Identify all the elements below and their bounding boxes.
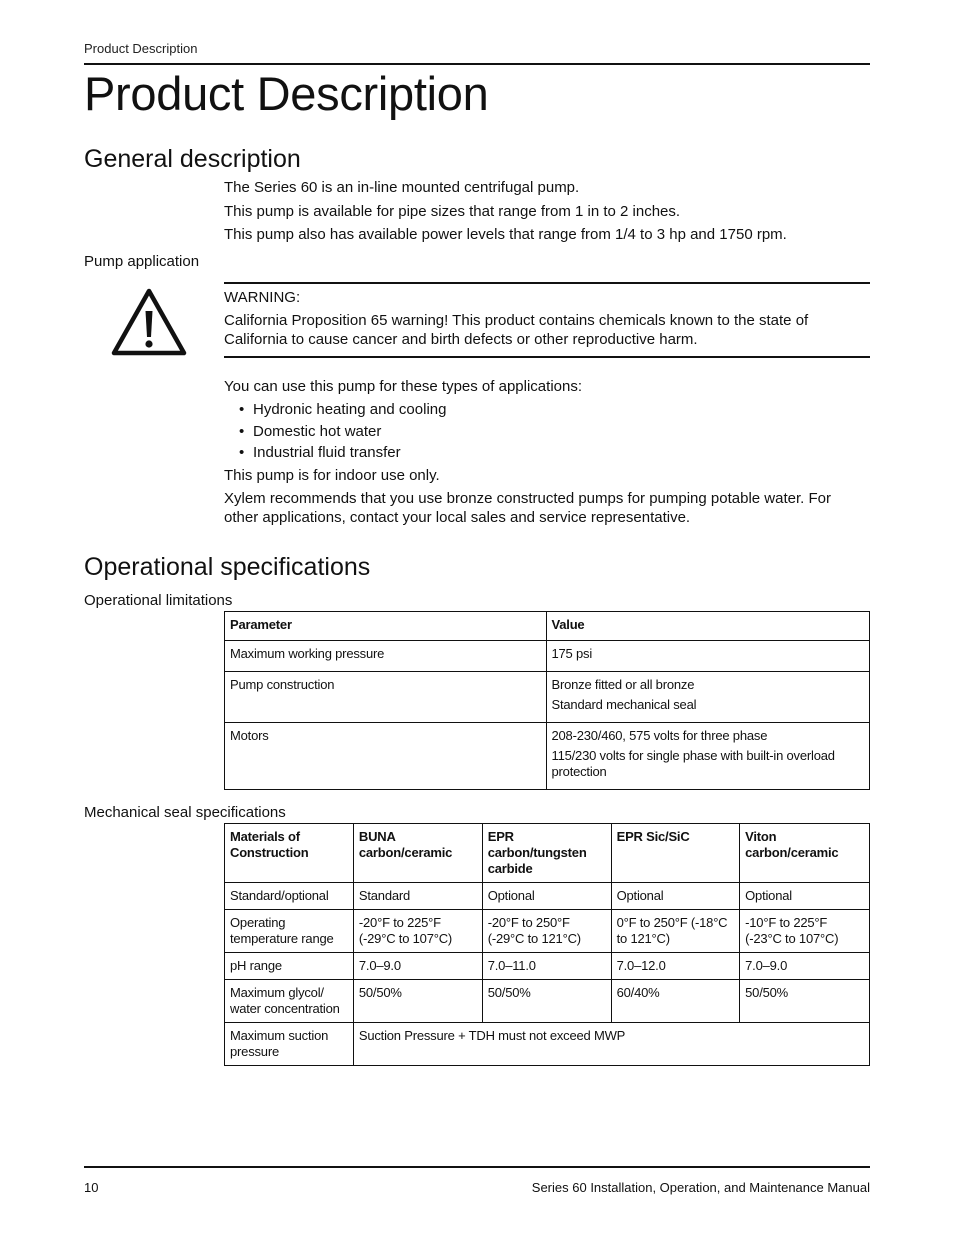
cell-line: 208-230/460, 575 volts for three phase [551,728,768,743]
pump-application-heading: Pump application [84,253,200,270]
warning-box [224,282,870,358]
table-cell: -10°F to 225°F (-23°C to 107°C) [740,910,870,953]
list-item: • Industrial fluid transfer [239,442,446,464]
mechanical-seal-table [224,823,870,1066]
column-header: BUNA carbon/ceramic [353,824,482,883]
table-cell [546,723,870,790]
table-cell [546,641,870,672]
table-cell: Optional [740,883,870,910]
column-header: Parameter [225,612,547,641]
table-row [225,672,870,723]
table-cell [546,672,870,723]
cell-line: Bronze fitted or all bronze [551,677,695,692]
table-cell: -20°F to 225°F (-29°C to 107°C) [353,910,482,953]
cell-line: 115/230 volts for single phase with built-in overload protection [551,748,835,779]
cell-line: 175 psi [551,646,593,661]
general-paragraph: The Series 60 is an in-line mounted centrifugal pump. [224,179,580,196]
column-header: Viton carbon/ceramic [740,824,870,883]
table-cell: Standard/optional [225,883,354,910]
column-header: EPR Sic/SiC [611,824,740,883]
table-row [225,723,870,790]
list-item: • Hydronic heating and cooling [239,399,446,421]
chapter-title: Product Description [84,67,489,120]
warning-title: WARNING: [224,289,301,306]
cell-line: Standard mechanical seal [551,697,697,712]
table-cell: Suction Pressure + TDH must not exceed MWP [353,1023,869,1066]
column-header: Value [546,612,870,641]
table-cell: 7.0–11.0 [482,953,611,980]
table-row [225,953,870,980]
table-row [225,910,870,953]
table-cell: pH range [225,953,354,980]
table-header-row [225,824,870,883]
running-header: Product Description [84,41,198,56]
table-row [225,641,870,672]
table-row [225,980,870,1023]
operational-limitations-table [224,611,870,790]
operational-specifications-heading: Operational specifications [84,553,371,581]
table-row [225,883,870,910]
table-cell: Optional [611,883,740,910]
table-cell: 7.0–9.0 [353,953,482,980]
operational-limitations-heading: Operational limitations [84,592,233,609]
table-cell: 50/50% [353,980,482,1023]
warning-triangle-icon [110,287,188,357]
manual-title: Series 60 Installation, Operation, and Maintenance Manual [531,1180,870,1195]
table-cell: Maximum glycol/ water concentration [225,980,354,1023]
applications-intro: You can use this pump for these types of applications: [224,378,583,395]
table-cell: Pump construction [225,672,547,723]
footer-rule [84,1166,870,1168]
table-cell: Maximum working pressure [225,641,547,672]
table-cell: 7.0–12.0 [611,953,740,980]
table-cell: 60/40% [611,980,740,1023]
column-header: Materials of Construction [225,824,354,883]
general-paragraph: This pump is available for pipe sizes that range from 1 in to 2 inches. [224,203,681,220]
general-description-heading: General description [84,145,301,173]
table-cell: Maximum suction pressure [225,1023,354,1066]
table-cell: Optional [482,883,611,910]
page-number: 10 [84,1180,99,1195]
recommendation-paragraph: Xylem recommends that you use bronze constructed pumps for pumping potable water. For other applications, contact your local sales and service representative. [224,490,831,526]
table-cell: 0°F to 250°F (-18°C to 121°C) [611,910,740,953]
list-item: • Domestic hot water [239,421,446,443]
table-cell: 7.0–9.0 [740,953,870,980]
table-cell: Operating temperature range [225,910,354,953]
table-header-row [225,612,870,641]
manual-page [84,0,870,1235]
mechanical-seal-heading: Mechanical seal specifications [84,804,286,821]
applications-list [239,399,446,464]
column-header: EPR carbon/tungsten carbide [482,824,611,883]
general-paragraph: This pump also has available power levels that range from 1/4 to 3 hp and 1750 rpm. [224,226,787,243]
warning-text: California Proposition 65 warning! This product contains chemicals known to the state of California to cause cancer and birth defects or other reproductive harm. [224,312,809,348]
header-rule [84,63,870,65]
table-cell: Standard [353,883,482,910]
table-cell: Motors [225,723,547,790]
table-cell: 50/50% [740,980,870,1023]
indoor-note: This pump is for indoor use only. [224,467,440,484]
table-cell: 50/50% [482,980,611,1023]
table-cell: -20°F to 250°F (-29°C to 121°C) [482,910,611,953]
table-row [225,1023,870,1066]
